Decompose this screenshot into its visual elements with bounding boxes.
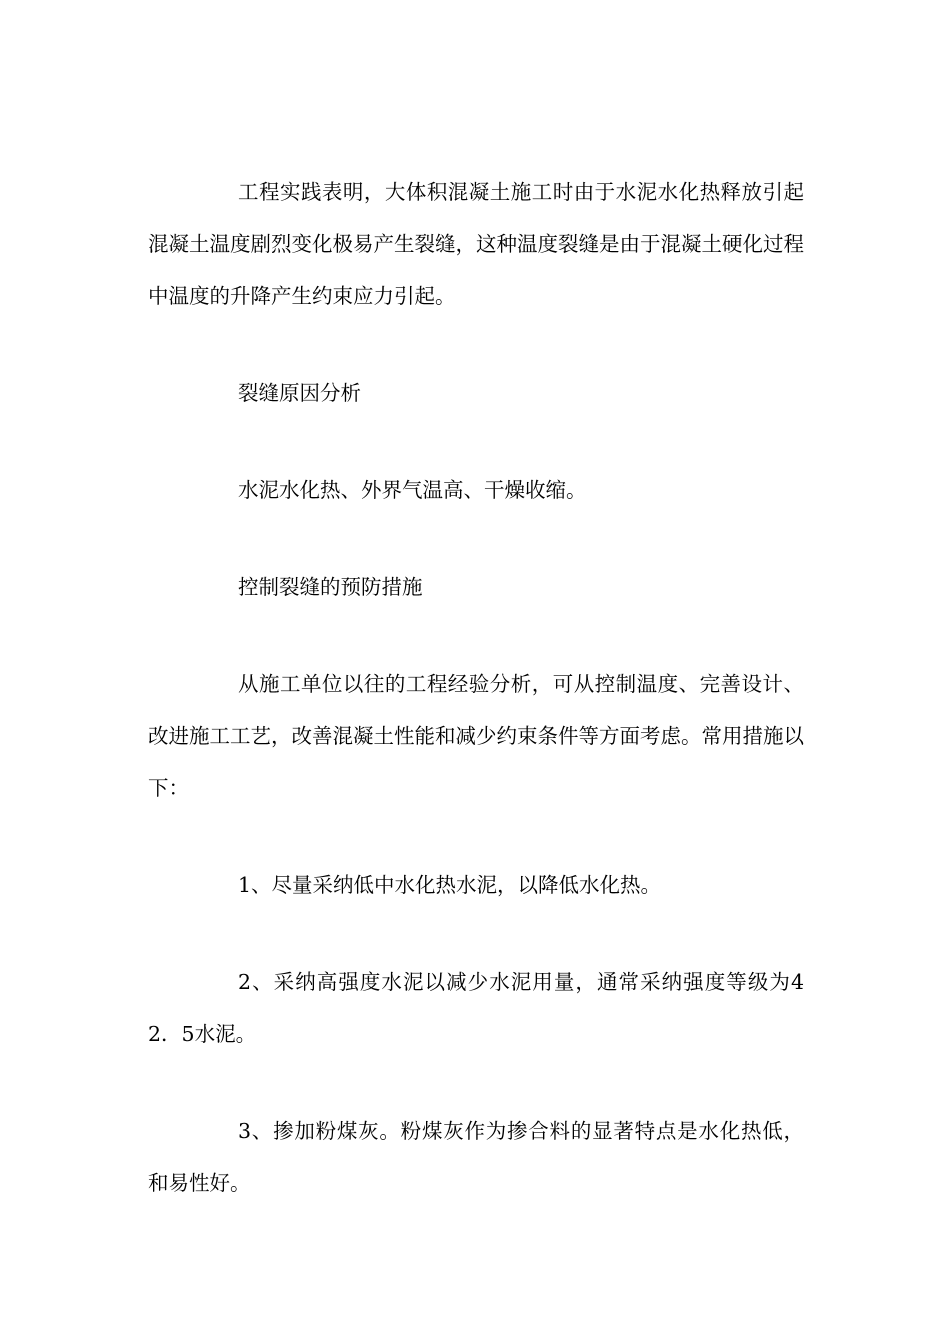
paragraph-causes: 水泥水化热、外界气温高、干燥收缩。 xyxy=(238,478,587,502)
heading-prevention-measures: 控制裂缝的预防措施 xyxy=(238,575,423,599)
paragraph-measures-overview: 从施工单位以往的工程经验分析，可从控制温度、完善设计、改进施工工艺，改善混凝土性能和减少约束条件等方面考虑。常用措施以下： xyxy=(148,672,804,800)
heading-crack-causes: 裂缝原因分析 xyxy=(238,381,361,405)
document-body xyxy=(148,166,804,1209)
list-item-3: 3、掺加粉煤灰。粉煤灰作为掺合料的显著特点是水化热低，和易性好。 xyxy=(148,1119,804,1195)
paragraph-intro: 工程实践表明，大体积混凝土施工时由于水泥水化热释放引起混凝土温度剧烈变化极易产生裂缝，这种温度裂缝是由于混凝土硬化过程中温度的升降产生约束应力引起。 xyxy=(148,180,804,308)
list-item-1: 1、尽量采纳低中水化热水泥，以降低水化热。 xyxy=(238,873,662,897)
list-item-2: 2、采纳高强度水泥以减少水泥用量，通常采纳强度等级为42．5水泥。 xyxy=(148,970,804,1046)
